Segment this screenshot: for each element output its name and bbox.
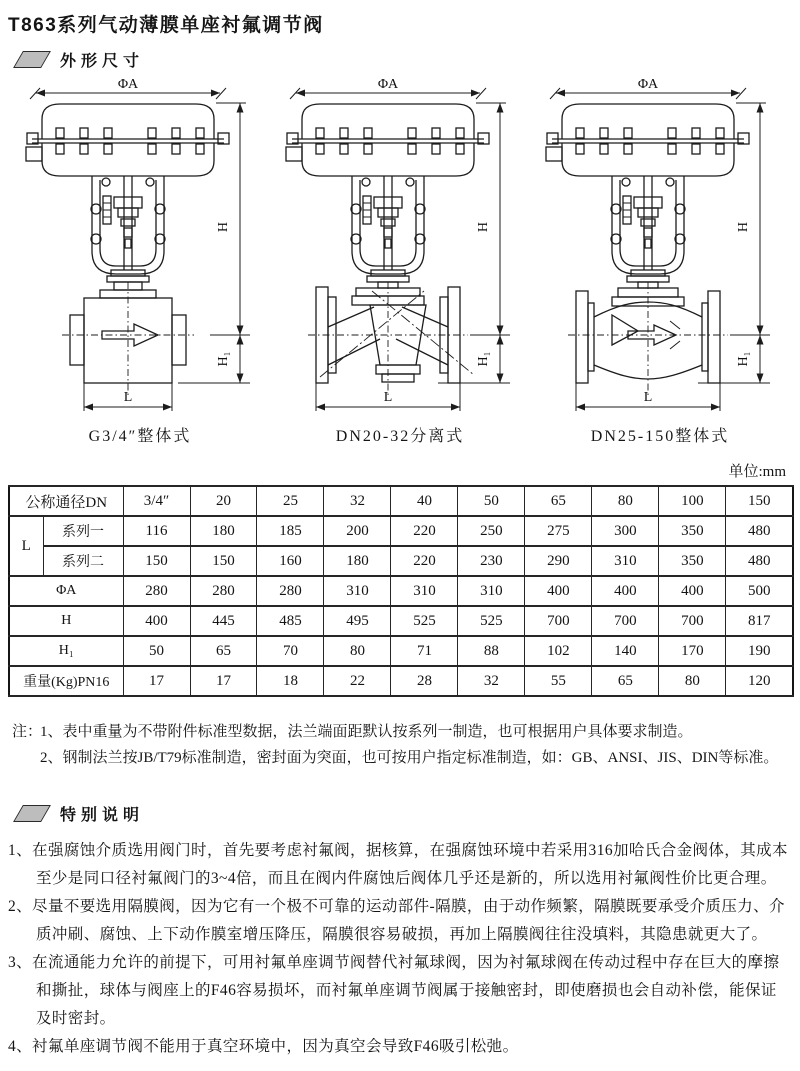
table-value-cell: 310 [592, 546, 659, 576]
table-row-label: H [9, 606, 123, 636]
unit-label: 单位:mm [728, 464, 786, 480]
table-value-cell: 230 [458, 546, 525, 576]
table-column-header: 65 [525, 486, 592, 516]
table-value-cell: 700 [525, 606, 592, 636]
table-value-cell: 310 [391, 576, 458, 606]
table-value-cell: 180 [190, 516, 257, 546]
table-value-cell: 310 [324, 576, 391, 606]
drawing-caption-g34: G3/4″整体式 [88, 428, 192, 445]
drawing-g34-integral [14, 77, 266, 417]
table-value-cell: 400 [525, 576, 592, 606]
dimensions-table [8, 485, 794, 697]
table-value-cell: 102 [525, 636, 592, 666]
table-value-cell: 70 [257, 636, 324, 666]
table-column-header: 50 [458, 486, 525, 516]
table-value-cell: 220 [391, 546, 458, 576]
table-value-cell: 400 [659, 576, 726, 606]
table-value-cell: 32 [458, 666, 525, 696]
table-column-header: 25 [257, 486, 324, 516]
table-value-cell: 525 [458, 606, 525, 636]
table-row-label: 系列一 [43, 516, 123, 546]
table-value-cell: 120 [726, 666, 793, 696]
table-value-cell: 200 [324, 516, 391, 546]
page-title: T863系列气动薄膜单座衬氟调节阀 [8, 15, 324, 36]
dim-label-l: L [643, 390, 653, 405]
table-value-cell: 65 [190, 636, 257, 666]
table-value-cell: 275 [525, 516, 592, 546]
table-value-cell: 170 [659, 636, 726, 666]
drawing-dn20-32-separate [274, 77, 526, 417]
table-value-cell: 480 [726, 546, 793, 576]
note-item: 1、表中重量为不带附件标准型数据，法兰端面距默认按系列一制造，也可根据用户具体要求制造。 [40, 724, 693, 740]
table-value-cell: 22 [324, 666, 391, 696]
table-value-cell: 525 [391, 606, 458, 636]
table-value-cell: 280 [190, 576, 257, 606]
table-value-cell: 350 [659, 516, 726, 546]
table-value-cell: 116 [123, 516, 190, 546]
table-column-header: 80 [592, 486, 659, 516]
table-value-cell: 150 [123, 546, 190, 576]
table-column-header: 20 [190, 486, 257, 516]
table-value-cell: 28 [391, 666, 458, 696]
drawing-caption-dn20-32: DN20-32分离式 [335, 428, 465, 445]
section-marker-icon [13, 805, 51, 822]
table-value-cell: 18 [257, 666, 324, 696]
table-value-cell: 310 [458, 576, 525, 606]
table-value-cell: 280 [257, 576, 324, 606]
special-note-paragraph: 3、在流通能力允许的前提下，可用衬氟单座调节阀替代衬氟球阀，因为衬氟球阀在传动过程中存在巨大的摩擦和撕扯，球体与阀座上的F46容易损坏，而衬氟单座调节阀属于接触密封，即使磨损也会自动补偿，能保证及时密封。 [8, 954, 780, 1027]
table-value-cell: 50 [123, 636, 190, 666]
special-note-paragraph: 2、尽量不要选用隔膜阀，因为它有一个极不可靠的运动部件-隔膜，由于动作频繁，隔膜既要承受介质压力、介质冲刷、腐蚀、上下动作膜室增压降压，隔膜很容易破损，再加上隔膜阀往往没填料，其隐患就更大了。 [8, 898, 785, 943]
section-title-special: 特别说明 [60, 806, 145, 824]
table-value-cell: 71 [391, 636, 458, 666]
special-note-paragraph: 4、衬氟单座调节阀不能用于真空环境中，因为真空会导致F46吸引松弛。 [8, 1038, 519, 1055]
table-value-cell: 400 [592, 576, 659, 606]
drawings-row [8, 77, 792, 446]
special-note-paragraph: 1、在强腐蚀介质选用阀门时，首先要考虑衬氟阀，据核算，在强腐蚀环境中若采用316加哈氏合金阀体，其成本至少是同口径衬氟阀门的3~4倍，而且在阀内件腐蚀后阀体几乎还是新的，所以选用衬氟阀性价比更合理。 [8, 842, 788, 887]
table-value-cell: 17 [190, 666, 257, 696]
table-value-cell: 80 [659, 666, 726, 696]
table-value-cell: 495 [324, 606, 391, 636]
table-value-cell: 280 [123, 576, 190, 606]
section-marker-icon [13, 51, 51, 68]
table-value-cell: 290 [525, 546, 592, 576]
valve-drawing-figure [272, 77, 528, 446]
table-row-label: 重量(Kg)PN16 [9, 666, 123, 696]
table-value-cell: 88 [458, 636, 525, 666]
table-row-label: ΦA [9, 576, 123, 606]
table-column-header: 40 [391, 486, 458, 516]
dim-label-l: L [383, 390, 393, 405]
table-value-cell: 140 [592, 636, 659, 666]
table-column-header: 150 [726, 486, 793, 516]
drawing-caption-dn25-150: DN25-150整体式 [590, 428, 730, 445]
table-value-cell: 80 [324, 636, 391, 666]
table-row-label: H₁ [9, 636, 123, 666]
table-value-cell: 150 [190, 546, 257, 576]
table-column-header: 3/4″ [123, 486, 190, 516]
table-value-cell: 160 [257, 546, 324, 576]
table-value-cell: 350 [659, 546, 726, 576]
valve-drawing-figure [12, 77, 268, 446]
table-notes [8, 719, 792, 771]
dim-label-l: L [123, 390, 133, 405]
table-value-cell: 300 [592, 516, 659, 546]
table-value-cell: 485 [257, 606, 324, 636]
notes-prefix: 注： [12, 724, 43, 740]
section-title-dimensions: 外形尺寸 [60, 52, 145, 70]
table-corner-header: 公称通径DN [9, 486, 123, 516]
table-value-cell: 185 [257, 516, 324, 546]
table-value-cell: 220 [391, 516, 458, 546]
table-column-header: 32 [324, 486, 391, 516]
table-group-label: L [9, 516, 43, 576]
table-value-cell: 445 [190, 606, 257, 636]
section-header-special [10, 801, 792, 825]
table-value-cell: 480 [726, 516, 793, 546]
table-value-cell: 190 [726, 636, 793, 666]
table-value-cell: 700 [659, 606, 726, 636]
table-value-cell: 400 [123, 606, 190, 636]
table-value-cell: 65 [592, 666, 659, 696]
table-value-cell: 180 [324, 546, 391, 576]
table-value-cell: 250 [458, 516, 525, 546]
table-value-cell: 817 [726, 606, 793, 636]
table-value-cell: 17 [123, 666, 190, 696]
drawing-dn25-150-integral [534, 77, 786, 417]
table-column-header: 100 [659, 486, 726, 516]
table-value-cell: 700 [592, 606, 659, 636]
note-item: 2、钢制法兰按JB/T79标准制造，密封面为突面，也可按用户指定标准制造，如：GB、ANSI、JIS、DIN等标准。 [40, 750, 779, 766]
special-notes [8, 837, 792, 1061]
section-header-dimensions [10, 47, 792, 71]
valve-drawing-figure [532, 77, 788, 446]
table-row-label: 系列二 [43, 546, 123, 576]
table-value-cell: 55 [525, 666, 592, 696]
table-value-cell: 500 [726, 576, 793, 606]
